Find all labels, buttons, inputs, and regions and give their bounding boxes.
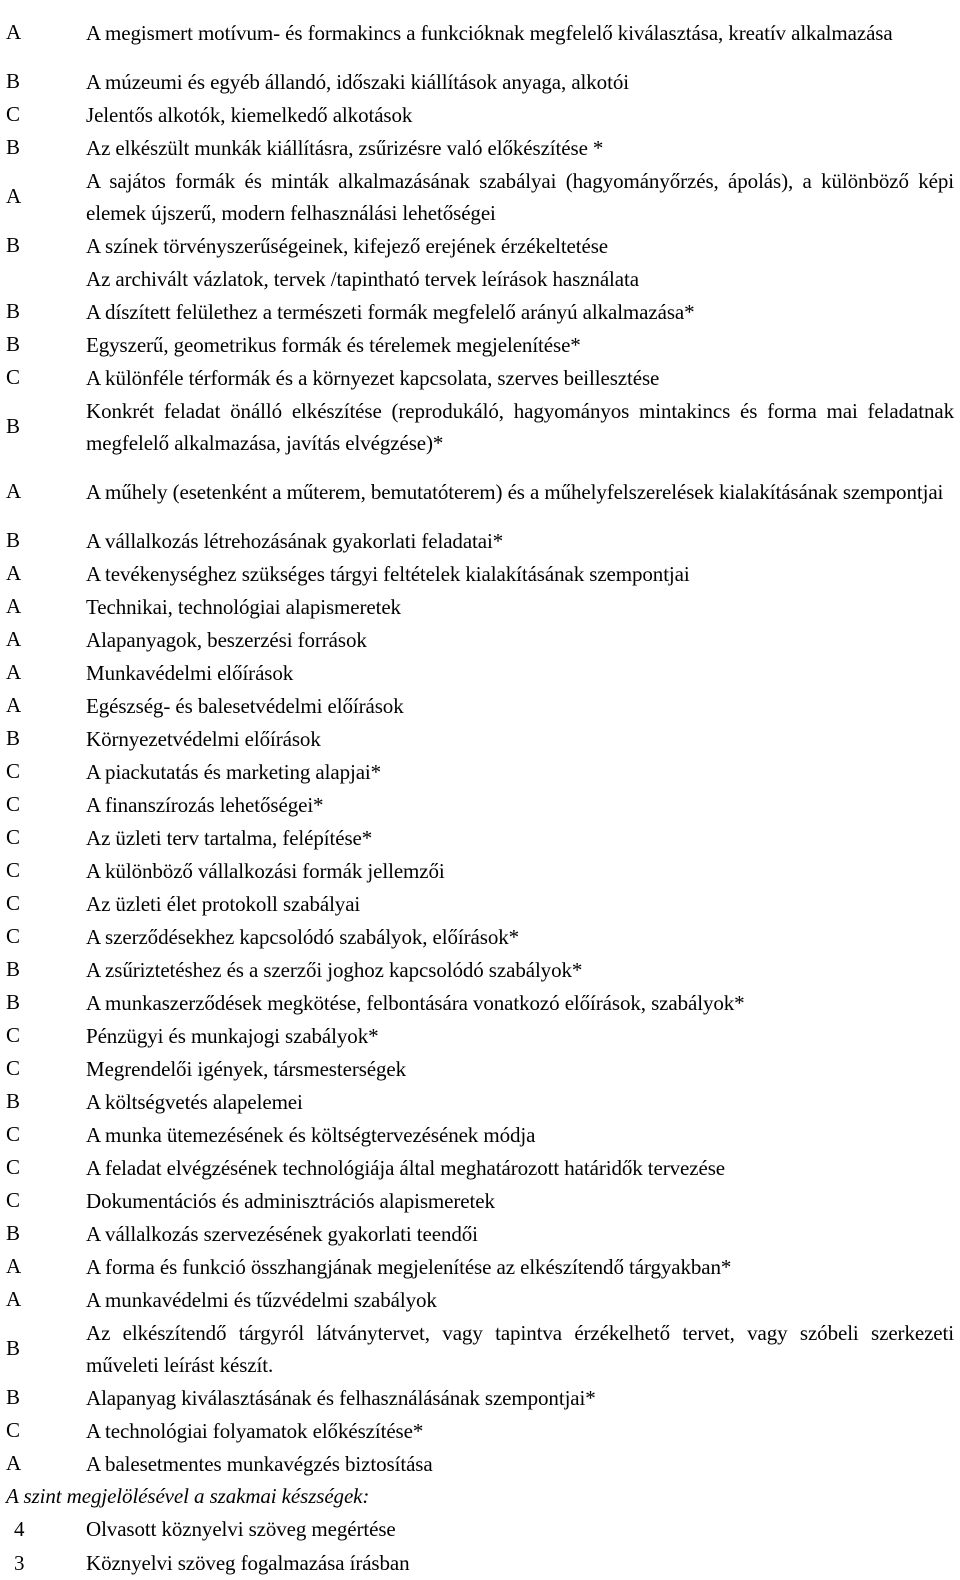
level-cell: C [6, 1418, 21, 1442]
skill-row [0, 1546, 960, 1580]
table-row [0, 524, 960, 557]
topic-cell: A sajátos formák és minták alkalmazásának szabályai (hagyományőrzés, ápolás), a különböző képi elemek újszerű, modern felhasználási lehetőségei [86, 168, 954, 225]
skill-level-cell: 3 [14, 1550, 25, 1575]
table-row [0, 1085, 960, 1118]
topic-cell: Az elkészült munkák kiállításra, zsűrizésre való előkészítése * [86, 135, 604, 160]
level-cell: C [6, 1056, 21, 1080]
table-row [0, 623, 960, 656]
topic-cell: Dokumentációs és adminisztrációs alapismeretek [86, 1188, 495, 1213]
topic-cell: A díszített felülethez a természeti formák megfelelő arányú alkalmazása* [86, 299, 695, 324]
level-cell: C [6, 1188, 21, 1212]
level-cell: A [6, 20, 22, 44]
table-row [0, 1381, 960, 1414]
table-row [0, 229, 960, 262]
level-cell: A [6, 594, 22, 618]
topic-cell: Megrendelői igények, társmesterségek [86, 1056, 407, 1081]
level-cell: B [6, 1385, 21, 1409]
table-row [0, 1151, 960, 1184]
table-row [0, 459, 960, 524]
level-cell: B [6, 726, 21, 750]
table-row [0, 722, 960, 755]
level-cell: C [6, 365, 21, 389]
skill-text-cell: Olvasott köznyelvi szöveg megértése [86, 1517, 396, 1541]
table-row [0, 1283, 960, 1316]
table-row [0, 1118, 960, 1151]
level-cell: A [6, 184, 22, 208]
topic-cell: A technológiai folyamatok előkészítése* [86, 1418, 424, 1443]
table-row [0, 394, 960, 459]
topic-cell: Munkavédelmi előírások [86, 660, 294, 685]
topic-cell: A forma és funkció összhangjának megjelenítése az elkészítendő tárgyakban* [86, 1254, 732, 1279]
topic-cell: A színek törvényszerűségeinek, kifejező erejének érzékeltetése [86, 233, 609, 258]
level-cell: C [6, 759, 21, 783]
level-cell: C [6, 924, 21, 948]
topic-cell: Az archivált vázlatok, tervek /tapintható tervek leírások használata [86, 266, 639, 291]
topic-cell: A finanszírozás lehetőségei* [86, 792, 324, 817]
table-row [0, 328, 960, 361]
topic-cell: A múzeumi és egyéb állandó, időszaki kiállítások anyaga, alkotói [86, 69, 629, 94]
level-cell: A [6, 561, 22, 585]
level-cell: C [6, 792, 21, 816]
level-cell: B [6, 1336, 21, 1360]
table-row [0, 1316, 960, 1381]
topic-cell: Alapanyag kiválasztásának és felhasználásának szempontjai* [86, 1385, 596, 1410]
topic-cell: A piackutatás és marketing alapjai* [86, 759, 382, 784]
topic-cell: Az üzleti élet protokoll szabályai [86, 891, 361, 916]
skills-section-title: A szint megjelölésével a szakmai készségek: [6, 1483, 370, 1508]
table-row [0, 98, 960, 131]
topic-cell: A feladat elvégzésének technológiája által meghatározott határidők tervezése [86, 1155, 726, 1180]
table-row [0, 361, 960, 394]
table-row [0, 689, 960, 722]
skill-row [0, 1512, 960, 1546]
level-cell: C [6, 102, 21, 126]
skill-level-cell: 4 [14, 1516, 25, 1541]
topic-cell: A megismert motívum- és formakincs a funkcióknak megfelelő kiválasztása, kreatív alkalmazása [86, 20, 893, 45]
table-row [0, 1250, 960, 1283]
table-row [0, 1217, 960, 1250]
level-cell: A [6, 660, 22, 684]
level-cell: B [6, 414, 21, 438]
level-cell: B [6, 233, 21, 257]
topic-cell: Pénzügyi és munkajogi szabályok* [86, 1023, 379, 1048]
topic-cell: Konkrét feladat önálló elkészítése (reprodukáló, hagyományos mintakincs és forma mai feladatnak megfelelő alkalmazása, javítás elvégzése)* [86, 398, 954, 455]
level-cell: A [6, 1287, 22, 1311]
table-row [0, 295, 960, 328]
skills-table [0, 1512, 960, 1580]
level-cell: C [6, 1023, 21, 1047]
level-cell: B [6, 69, 21, 93]
topic-cell: A munka ütemezésének és költségtervezésének módja [86, 1122, 536, 1147]
level-cell: C [6, 858, 21, 882]
level-cell: B [6, 1221, 21, 1245]
table-row [0, 788, 960, 821]
topic-cell: A szerződésekhez kapcsolódó szabályok, előírások* [86, 924, 520, 949]
level-cell: B [6, 1089, 21, 1113]
topic-cell: Alapanyagok, beszerzési források [86, 627, 367, 652]
level-cell: A [6, 1254, 22, 1278]
table-row [0, 953, 960, 986]
topic-cell: Környezetvédelmi előírások [86, 726, 321, 751]
table-row [0, 920, 960, 953]
table-row [0, 1447, 960, 1480]
topic-cell: A különféle térformák és a környezet kapcsolata, szerves beillesztése [86, 365, 660, 390]
table-row [0, 1184, 960, 1217]
table-row [0, 262, 960, 295]
table-row [0, 131, 960, 164]
topic-cell: Technikai, technológiai alapismeretek [86, 594, 401, 619]
skill-text-cell: Köznyelvi szöveg fogalmazása írásban [86, 1551, 410, 1575]
level-cell: A [6, 693, 22, 717]
level-cell: C [6, 1155, 21, 1179]
table-row [0, 164, 960, 229]
level-cell: B [6, 990, 21, 1014]
level-cell: A [6, 1451, 22, 1475]
topic-cell: Az üzleti terv tartalma, felépítése* [86, 825, 373, 850]
level-cell: C [6, 1122, 21, 1146]
topic-cell: A munkavédelmi és tűzvédelmi szabályok [86, 1287, 437, 1312]
table-row [0, 821, 960, 854]
topic-cell: A munkaszerződések megkötése, felbontására vonatkozó előírások, szabályok* [86, 990, 745, 1015]
topic-cell: A műhely (esetenként a műterem, bemutatóterem) és a műhelyfelszerelések kialakításának szempontjai [86, 479, 944, 504]
table-row [0, 65, 960, 98]
topic-cell: Egészség- és balesetvédelmi előírások [86, 693, 404, 718]
table-row [0, 1052, 960, 1085]
level-cell: B [6, 528, 21, 552]
level-cell: B [6, 135, 21, 159]
table-row [0, 755, 960, 788]
table-row [0, 887, 960, 920]
level-cell: B [6, 332, 21, 356]
topic-cell: A balesetmentes munkavégzés biztosítása [86, 1451, 433, 1476]
level-cell: B [6, 299, 21, 323]
topic-cell: Az elkészítendő tárgyról látványtervet, vagy tapintva érzékelhető tervet, vagy szóbeli szerkezeti műveleti leírást készít. [86, 1320, 954, 1377]
table-row [0, 1019, 960, 1052]
level-cell: A [6, 479, 22, 503]
topic-cell: Egyszerű, geometrikus formák és térelemek megjelenítése* [86, 332, 581, 357]
table-row [0, 986, 960, 1019]
level-cell: C [6, 825, 21, 849]
topic-cell: Jelentős alkotók, kiemelkedő alkotások [86, 102, 413, 127]
topic-cell: A vállalkozás szervezésének gyakorlati teendői [86, 1221, 478, 1246]
topic-cell: A vállalkozás létrehozásának gyakorlati feladatai* [86, 528, 504, 553]
level-cell: A [6, 627, 22, 651]
table-row [0, 1414, 960, 1447]
topic-cell: A zsűriztetéshez és a szerzői joghoz kapcsolódó szabályok* [86, 957, 583, 982]
topic-cell: A tevékenységhez szükséges tárgyi feltételek kialakításának szempontjai [86, 561, 690, 586]
topic-cell: A különböző vállalkozási formák jellemzői [86, 858, 445, 883]
level-cell: B [6, 957, 21, 981]
table-row [0, 0, 960, 65]
level-cell: C [6, 891, 21, 915]
table-row [0, 854, 960, 887]
table-row [0, 656, 960, 689]
topic-cell: A költségvetés alapelemei [86, 1089, 303, 1114]
table-row [0, 590, 960, 623]
table-row [0, 557, 960, 590]
